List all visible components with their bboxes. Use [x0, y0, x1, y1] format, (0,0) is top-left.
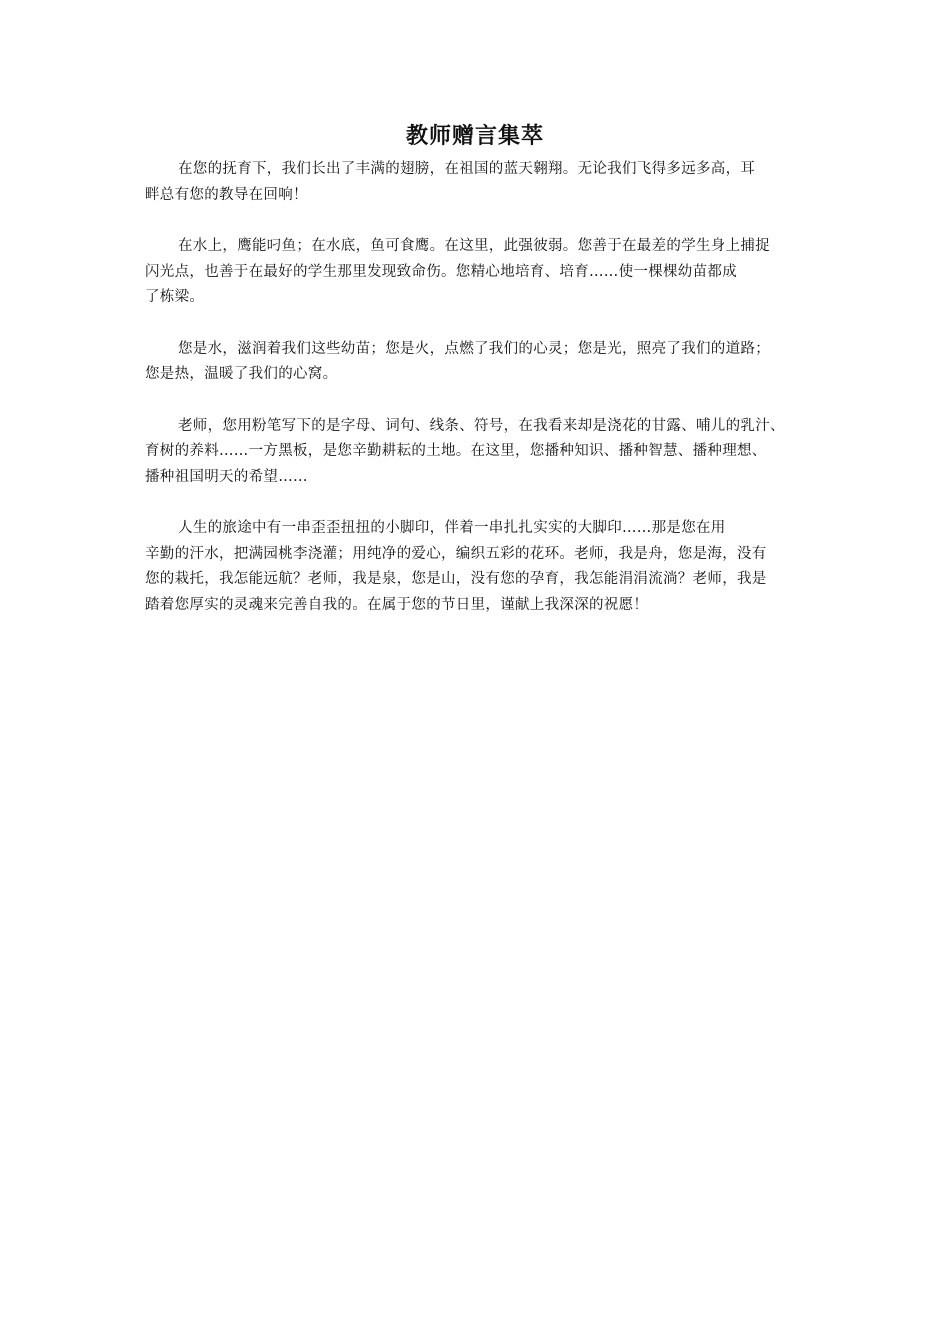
paragraph-line: 在您的抚育下，我们长出了丰满的翅膀，在祖国的蓝天翱翔。无论我们飞得多远多高，耳 [178, 161, 756, 177]
paragraph-line: 辛勤的汗水，把满园桃李浇灌；用纯净的爱心，编织五彩的花环。老师，我是舟，您是海，没有 [145, 545, 767, 562]
document-body [145, 157, 815, 644]
paragraph-4 [145, 414, 815, 491]
paragraph-5 [145, 516, 815, 618]
paragraph-line: 育树的养料……一方黑板，是您辛勤耕耘的土地。在这里，您播种知识、播种智慧、播种理想、 [145, 443, 767, 459]
paragraph-line: 了栋梁。 [145, 289, 205, 305]
paragraph-line: 人生的旅途中有一串歪歪扭扭的小脚印，伴着一串扎扎实实的大脚印……那是您在用 [178, 520, 726, 536]
paragraph-line: 老师，您用粉笔写下的是字母、词句、线条、符号，在我看来却是浇花的甘露、哺儿的乳汁、 [178, 417, 785, 434]
paragraph-line: 您是热，温暖了我们的心窝。 [145, 366, 338, 382]
paragraph-line: 您是水，滋润着我们这些幼苗；您是火，点燃了我们的心灵；您是光，照亮了我们的道路； [178, 340, 770, 357]
paragraph-2 [145, 234, 815, 311]
document-title: 教师赠言集萃 [405, 123, 544, 149]
paragraph-line: 踏着您厚实的灵魂来完善自我的。在属于您的节日里，谨献上我深深的祝愿！ [145, 596, 649, 613]
paragraph-line: 在水上，鹰能叼鱼；在水底，鱼可食鹰。在这里，此强彼弱。您善于在最差的学生身上捕捉 [178, 238, 770, 254]
paragraph-3 [145, 337, 815, 388]
paragraph-line: 畔总有您的教导在回响！ [145, 186, 308, 203]
paragraph-line: 您的栽托，我怎能远航？老师，我是泉，您是山，没有您的孕育，我怎能涓涓流淌？老师，我是 [145, 571, 767, 587]
paragraph-line: 闪光点，也善于在最好的学生那里发现致命伤。您精心地培育、培育……使一棵棵幼苗都成 [145, 263, 737, 280]
paragraph-line: 播种祖国明天的希望…… [145, 468, 308, 485]
paragraph-1 [145, 157, 815, 208]
